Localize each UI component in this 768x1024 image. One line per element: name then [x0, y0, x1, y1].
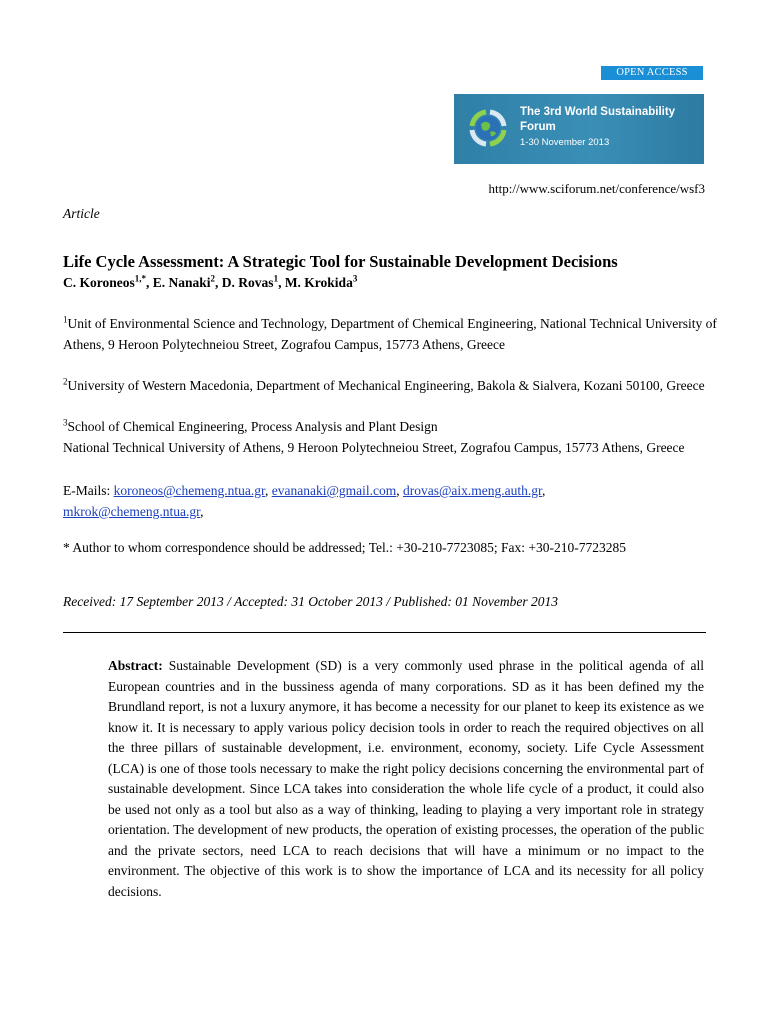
paper-title: Life Cycle Assessment: A Strategic Tool for Sustainable Development Decisions: [63, 252, 618, 271]
affiliation-text: University of Western Macedonia, Department of Mechanical Engineering, Bakola & Sialvera, Kozani 50100, Greece: [67, 378, 705, 393]
email-separator: ,: [200, 503, 204, 519]
correspondence-note: * Author to whom correspondence should be addressed; Tel.: +30-210-7723085; Fax: +30-210-7723285: [63, 540, 626, 555]
banner-title: [520, 105, 675, 135]
affiliation-text-continued: National Technical University of Athens, 9 Heroon Polytechneiou Street, Zografou Campus, 15773 Athens, Greece: [63, 439, 685, 455]
recycle-globe-icon: [464, 104, 512, 152]
email-link[interactable]: drovas@aix.meng.auth.gr: [403, 483, 542, 498]
author-separator: ,: [278, 275, 285, 290]
banner-title-line1: The 3rd World Sustainability: [520, 106, 676, 118]
author-affiliation-marker: 3: [352, 273, 358, 284]
abstract: [108, 656, 704, 902]
email-link[interactable]: koroneos@chemeng.ntua.gr: [113, 483, 265, 498]
abstract-text: Sustainable Development (SD) is a very commonly used phrase in the political agenda of all European countries and in the bussiness agenda of many corporations. SD as it has been defined my the Brundland report, is not a luxury anymore, it has become a necessity for our planet to keep its existence as we know it. It is necessary to apply various policy decision tools in order to reach the required objectives on all the three pillars of sustainable development, i.e. environment, economy, society. Life Cycle Assessment (LCA) is one of those tools necessary to make the right policy decisions concerning the environmental part of sustainable development. Since LCA takes into consideration the whole life cycle of a product, it could also be used not only as a tool but also as a way of thinking, leading to playing a very important role in strategy orientation. The development of new products, the operation of existing processes, the operation of the public and the private sectors, need LCA to reach decisions that will have a minimum or no impact to the environment. The objective of this work is to show the importance of LCA and its necessity for all policy decisions.: [108, 658, 705, 899]
author-affiliation-marker: 1,*: [134, 273, 147, 284]
email-separator: ,: [541, 483, 546, 498]
affiliation-marker: 2: [63, 376, 68, 387]
section-divider: [63, 632, 706, 633]
email-link[interactable]: evananaki@gmail.com: [271, 483, 397, 498]
affiliation-marker: 1: [63, 314, 68, 325]
abstract-label: Abstract:: [108, 658, 163, 673]
open-access-badge: OPEN ACCESS: [601, 66, 703, 80]
author-name: D. Rovas: [221, 275, 274, 290]
publication-dates: Received: 17 September 2013 / Accepted: 31 October 2013 / Published: 01 November 2013: [63, 594, 558, 609]
affiliation-2: [63, 376, 723, 397]
affiliation-marker: 3: [63, 417, 68, 428]
email-list: [63, 481, 723, 522]
author-affiliation-marker: 2: [210, 273, 216, 284]
author-separator: ,: [146, 275, 153, 290]
author-list: [63, 275, 357, 291]
affiliation-text: Unit of Environmental Science and Technology, Department of Chemical Engineering, National Technical University of Athens, 9 Heroon Polytechneiou Street, Zografou Campus, 15773 Athens, Greece: [63, 316, 717, 352]
author-name: C. Koroneos: [63, 275, 135, 290]
author-name: E. Nanaki: [152, 275, 211, 290]
affiliation-1: [63, 314, 723, 355]
author-affiliation-marker: 1: [273, 273, 279, 284]
article-type: Article: [63, 206, 100, 221]
conference-url[interactable]: http://www.sciforum.net/conference/wsf3: [488, 181, 705, 196]
affiliation-text: School of Chemical Engineering, Process Analysis and Plant Design: [67, 419, 438, 434]
email-separator: ,: [396, 483, 403, 498]
banner-date: 1-30 November 2013: [520, 137, 610, 148]
author-separator: ,: [215, 275, 222, 290]
conference-banner[interactable]: [454, 94, 704, 164]
email-link[interactable]: mkrok@chemeng.ntua.gr: [63, 503, 201, 519]
author-name: M. Krokida: [284, 275, 353, 290]
email-separator: ,: [264, 483, 272, 498]
email-label: E-Mails:: [63, 483, 114, 498]
affiliation-3: [63, 417, 723, 458]
banner-title-line2: Forum: [520, 121, 556, 133]
